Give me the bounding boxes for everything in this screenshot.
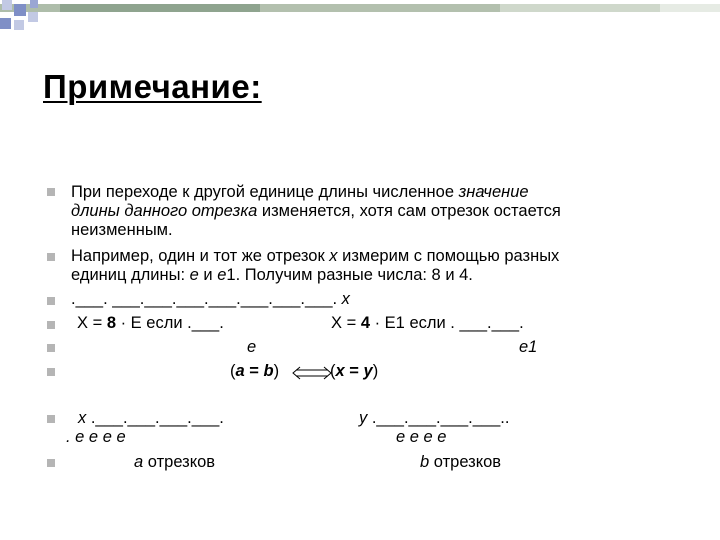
segment-y-units: y .___.___.___.___.. [359,409,510,427]
para1-line2: длины данного отрезка изменяется, хотя сам отрезок остается [71,202,561,220]
segment-x-row: .___. ___.___.___.___.___.___.___. x [71,290,350,308]
para1-line1: При переходе к другой единице длины численное значение [71,183,529,201]
para2-line1: Например, один и тот же отрезок x измерим с помощью разных [71,247,560,265]
equality-xy: (x = y) [330,362,379,380]
formula-right: X = 4 · E1 если . ___.___. [331,314,524,332]
para2-line2: единиц длины: e и e1. Получим разные числа: 8 и 4. [71,266,473,284]
para1-line3: неизменным. [71,221,173,239]
bullet-7 [47,415,55,423]
segment-x-labels: . e e e e [66,428,126,446]
unit-e1: e1 [519,338,538,356]
header-band [0,0,720,36]
bullet-4 [47,321,55,329]
formula-left: X = 8 · E если .___. [77,314,224,332]
corner-logo [0,0,44,40]
bullet-8 [47,459,55,467]
bullet-2 [47,253,55,261]
count-b: b отрезков [420,453,502,471]
page-title: Примечание: [43,68,262,105]
unit-e: e [247,338,257,356]
bullet-5 [47,344,55,352]
bullet-3 [47,297,55,305]
segment-x-units: x .___.___.___.___. [78,409,224,427]
bullet-6 [47,368,55,376]
bullet-1 [47,188,55,196]
double-arrow-icon [292,366,332,380]
segment-y-labels: e e e e [396,428,447,446]
count-a: a отрезков [134,453,216,471]
equality-ab: (a = b) [230,362,280,380]
